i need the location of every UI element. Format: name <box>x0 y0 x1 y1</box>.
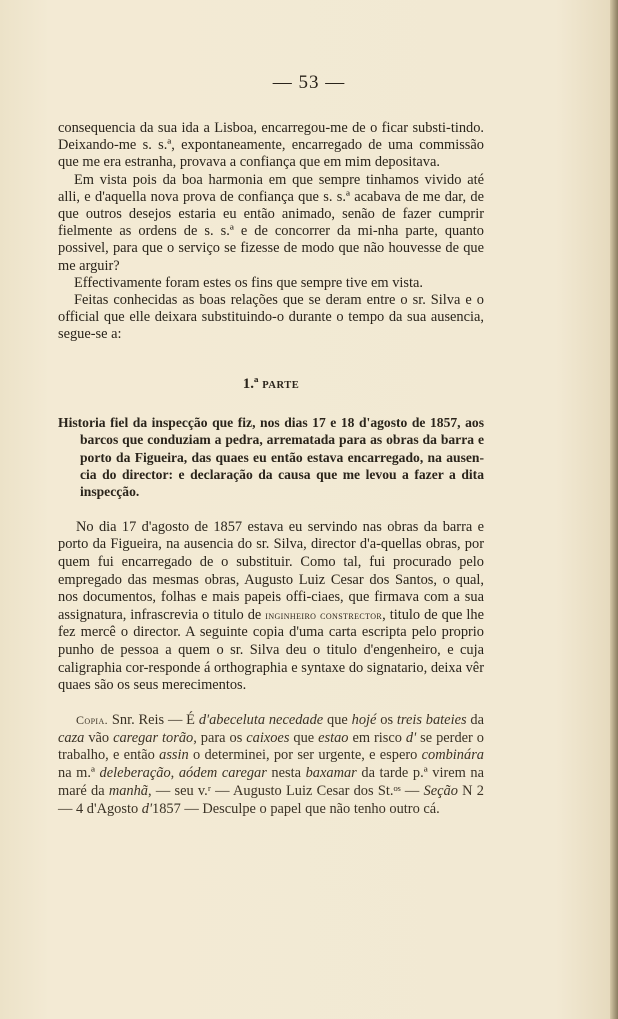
section-summary: Historia fiel da inspecção que fiz, nos dias 17 e 18 d'agosto de 1857, aos barcos que conduziam a pedra, arrematada para as obras da barra e porto da Figueira, das quaes eu então estava encarregado, na ausen-cia do director: e declaração da causa que me levou a fazer a dita inspecção. <box>58 414 484 500</box>
section-heading <box>58 376 484 394</box>
copy-italic-segment: Seção <box>423 783 458 799</box>
copy-italic-segment: d'abeceluta necedade <box>198 711 324 728</box>
copy-italic-segment: treis bateies <box>396 711 467 728</box>
narrative-title-small-caps: inginheiro constrector <box>265 607 383 622</box>
narrative-paragraph <box>58 519 484 695</box>
copy-italic-segment: manhã <box>108 783 149 799</box>
copy-italic-segment: d' <box>405 729 417 746</box>
page-body <box>58 120 484 833</box>
copy-italic-segment: caza <box>58 729 85 746</box>
copy-italic-segment: deleberação <box>99 765 171 782</box>
copy-roman-segment: , <box>170 765 179 782</box>
paragraph-2: Em vista pois da boa harmonia em que sempre tinhamos vivido até alli, e d'aquella nova prova de confiança que s. s.ª acabava de me dar, de que outros desejos estaria eu então animado, senão de fazer cumprir fielmente as ordens de s. s.ª e de concorrer da mi-nha parte, quanto possivel, para que o serviço se fizesse de modo que não houvesse de que me arguir? <box>58 171 484 274</box>
section-label: PARTE <box>262 379 300 391</box>
narrative-text-start: No dia 17 d'agosto de 1857 estava eu servindo nas obras da barra e porto da Figueira, na ausencia do sr. Silva, director d'a-quellas obras, por quem fui encarregado de o substituir. Como tal, fui procurado pelo empregado das mesmas obras, Augusto Luiz Cesar dos Santos, o qual, nos documentos, folhas e mais papeis offi-ciaes, que firmava com a sua assignatura, infrascrevia o titulo de <box>58 518 484 623</box>
copy-label: Copia. <box>76 712 109 727</box>
copy-italic-segment: caregar torão <box>113 729 194 746</box>
copy-roman-segment: na m.ª <box>58 765 100 782</box>
copy-roman-segment: da <box>466 711 484 728</box>
copy-roman-segment: nesta <box>266 765 306 782</box>
copy-italic-segment: assin <box>159 747 189 764</box>
paragraph-3: Effectivamente foram estes os fins que sempre tive em vista. <box>74 274 423 291</box>
narrative-text-end: , titulo de que lhe fez mercê o director. A seguinte copia d'uma carta escripta pelo proprio punho de pessoa a quem o sr. Silva deu o titulo d'engenheiro, e cuja caligraphia cor-responde á orthographia e syntaxe do signatario, deixa vêr quaes são os seus merecimentos. <box>58 606 484 694</box>
copy-italic-segment: hojé <box>351 711 377 728</box>
copy-roman-segment: Snr. Reis — É <box>108 711 199 728</box>
copy-roman-segment: 1857 — Desculpe o papel que não tenho outro cá. <box>152 800 440 817</box>
copy-italic-segment: d' <box>141 800 153 817</box>
copy-roman-segment: que <box>289 729 319 746</box>
page-number: — 53 — <box>272 72 346 93</box>
copy-roman-segment: os <box>376 711 397 728</box>
letter-copy <box>58 712 484 819</box>
paragraph-4: Feitas conhecidas as boas relações que se deram entre o sr. Silva e o official que elle deixara substituindo-o durante o tempo da sua ausencia, segue-se a: <box>58 292 484 343</box>
copy-roman-segment: N 2 — 4 d'Agosto <box>58 783 484 817</box>
page-edge-shadow <box>610 0 618 1019</box>
paragraph-1: consequencia da sua ida a Lisboa, encarregou-me de o ficar substi-tindo. Deixando-me s. s.ª, expontaneamente, encarregado de uma commissão que me era estranha, provava a confiança que em mim depositava. <box>58 120 484 171</box>
copy-italic-segment: estao <box>318 729 349 746</box>
copy-italic-segment: caixoes <box>246 729 290 746</box>
copy-roman-segment: em risco <box>348 729 406 746</box>
copy-text <box>58 712 484 817</box>
copy-italic-segment: aódem caregar <box>178 765 267 782</box>
copy-roman-segment: , para os <box>193 729 247 746</box>
copy-italic-segment: baxamar <box>305 765 357 782</box>
copy-roman-segment: se perder o trabalho, e então <box>58 729 484 764</box>
section-number: 1.ª <box>242 375 259 392</box>
copy-roman-segment: , — seu v.ʳ — Augusto Luiz Cesar dos St.ᵒˢ — <box>148 783 424 799</box>
copy-roman-segment: que <box>323 711 352 728</box>
copy-roman-segment: o determinei, por ser urgente, e espero <box>188 747 422 764</box>
copy-roman-segment: vão <box>84 729 114 746</box>
copy-roman-segment: da tarde p.ª virem na maré da <box>58 765 484 799</box>
copy-italic-segment: combinára <box>421 747 484 764</box>
